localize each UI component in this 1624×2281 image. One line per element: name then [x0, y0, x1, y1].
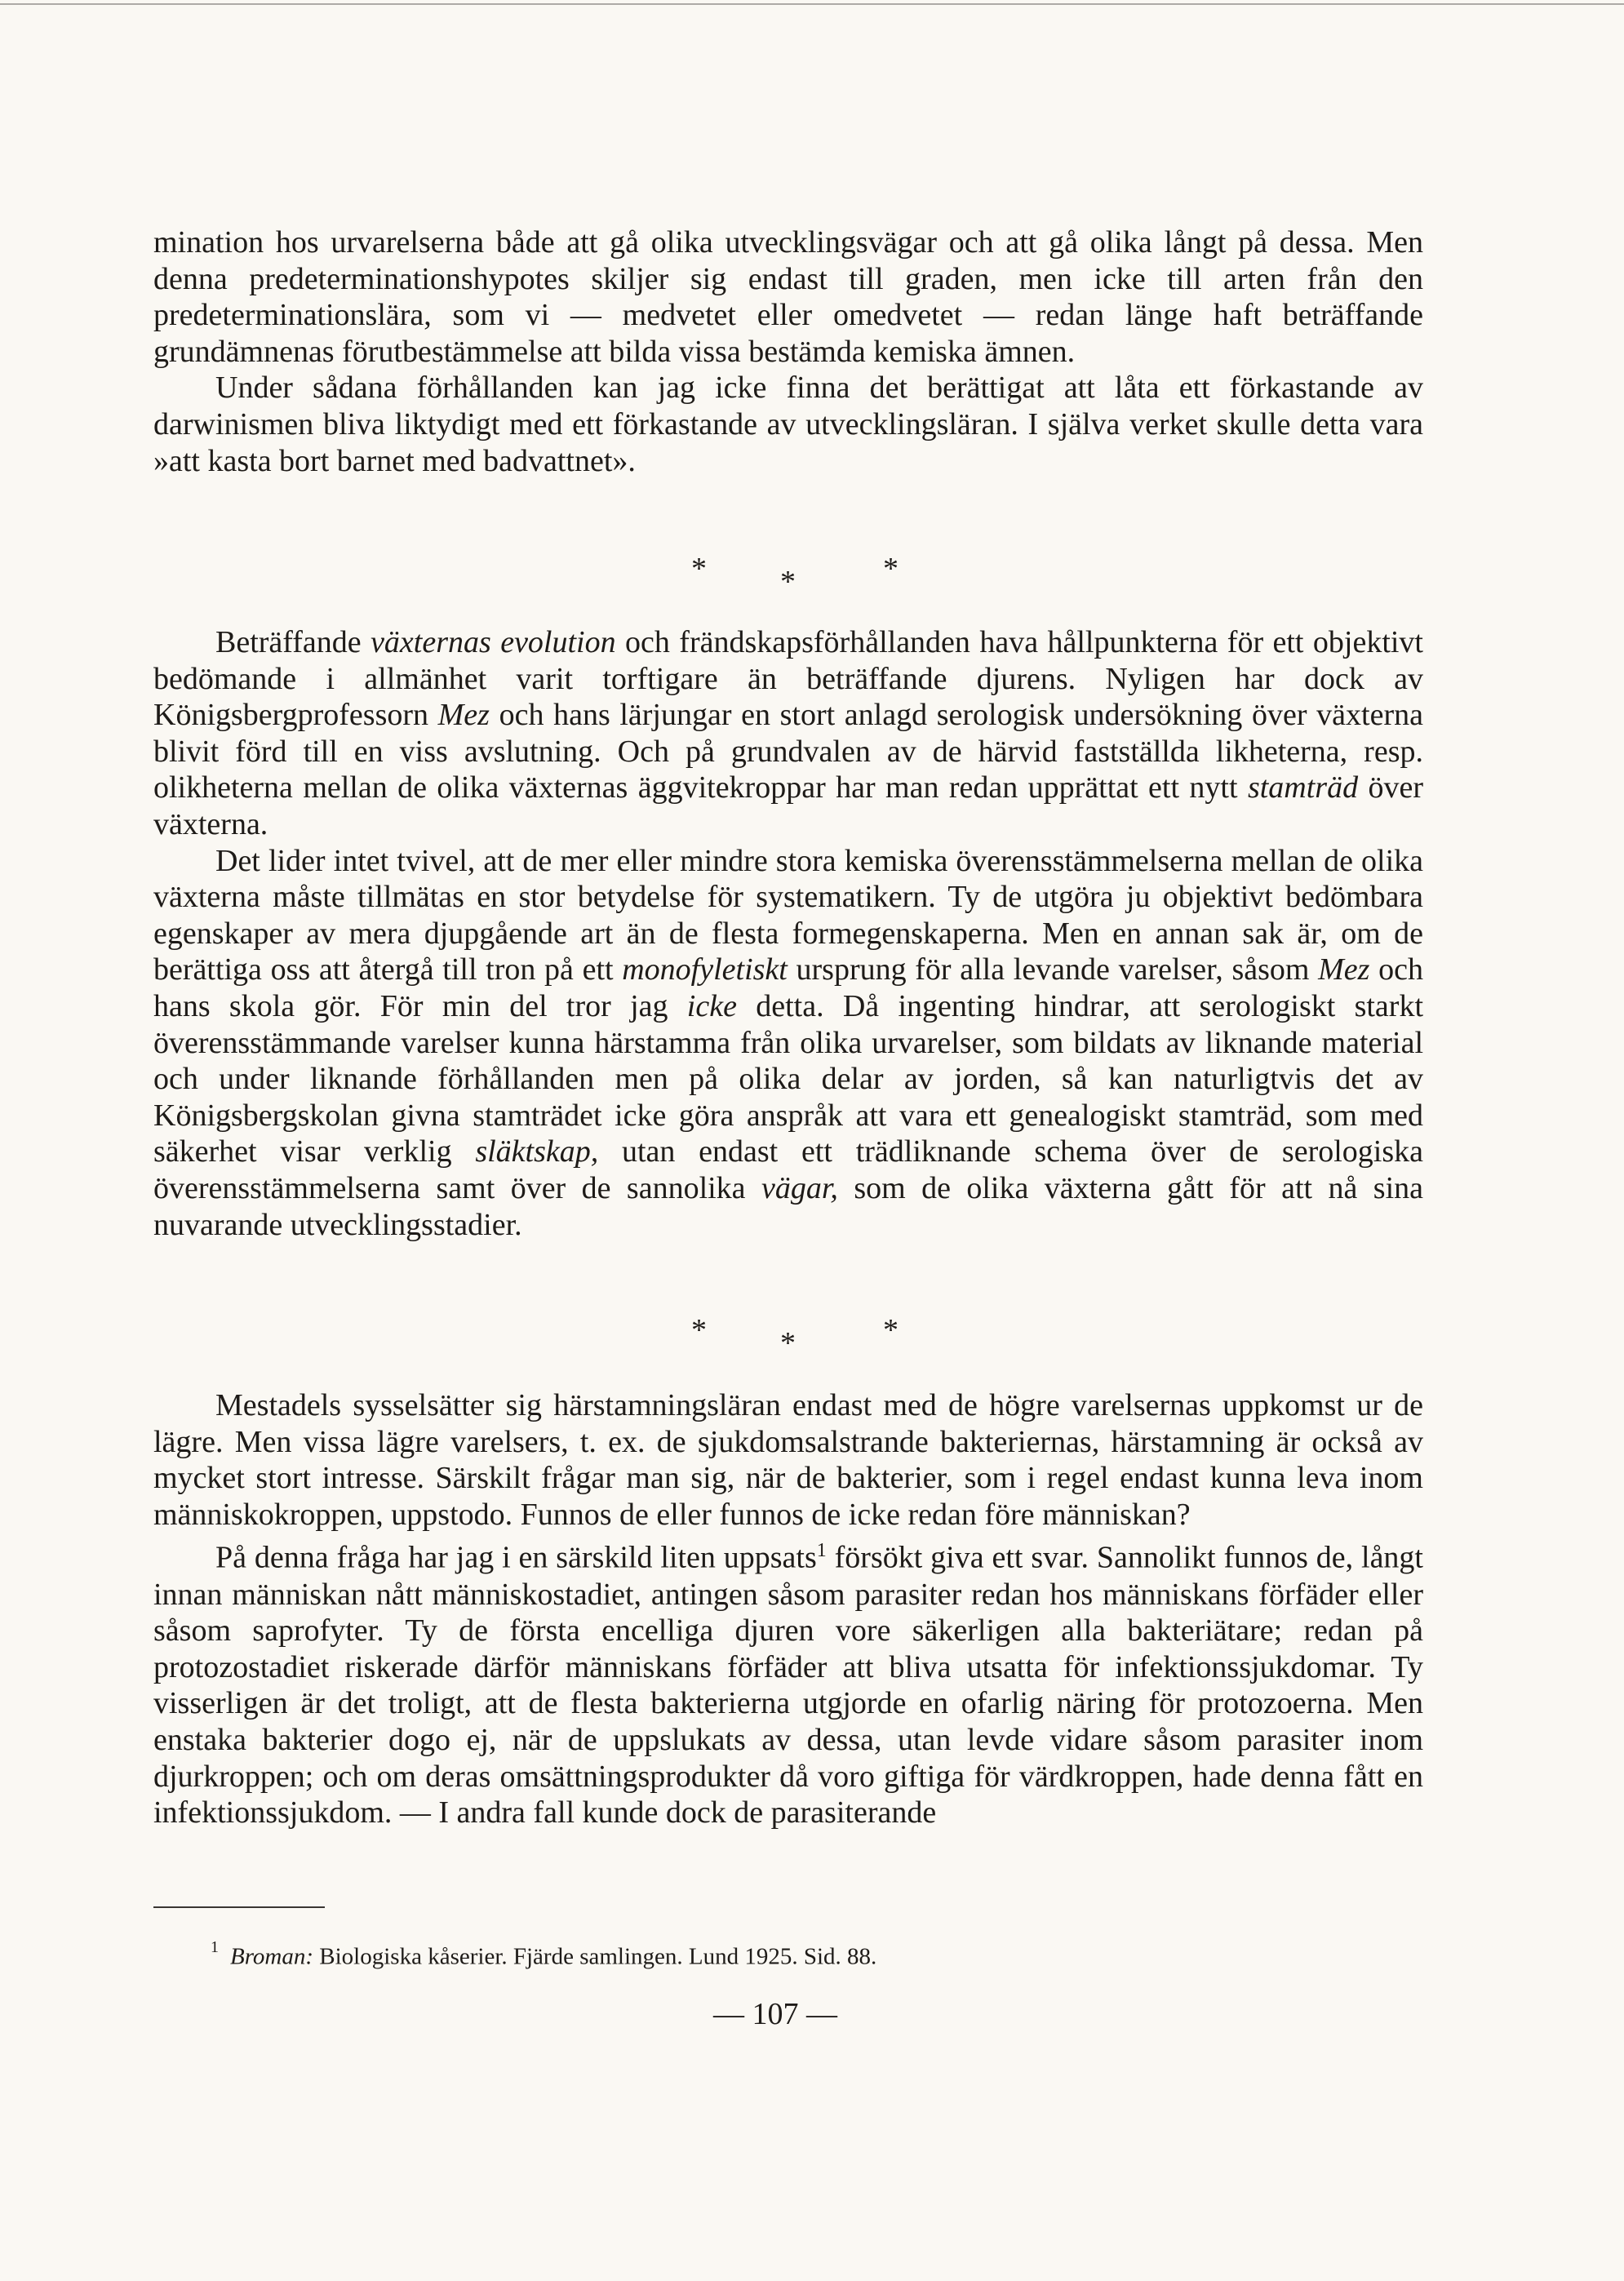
paragraph-darwinism: Under sådana förhållanden kan jag icke finna det berättigat att låta ett förkastande av darwinismen bliva liktydigt med ett förkastande av utvecklingsläran. I själva verket skulle detta vara »att kasta bort barnet med badvattnet». — [153, 371, 1423, 478]
section-1 — [153, 224, 1423, 479]
asterisk: * — [883, 552, 899, 586]
footnote-author: Broman: — [230, 1943, 314, 1970]
asterisk: * — [780, 1326, 796, 1360]
footnote — [211, 1936, 876, 1972]
paragraph-serology: Det lider intet tvivel, att de mer eller mindre stora kemiska överensstämmelserna mellan de olika växterna måste tillmätas en stor betydelse för systematikern. Ty de utgöra ju objektivt bedömbara egenskaper av mera djupgående art än de flesta formegenskaperna. Men en annan sak är, om de berättiga oss att återgå till tron på ett monofyletiskt ursprung för alla levande varelser, såsom Mez och hans skola gör. För min del tror jag icke detta. Då ingenting hindrar, att serologiskt starkt överensstämmande varelser kunna härstamma från olika urvarelser, som bildats av liknande material och under liknande förhållanden men på olika delar av jorden, så kan naturligtvis det av Königsbergskolan givna stamträdet icke göra anspråk att vara ett genealogiskt stamträd, som med säkerhet visar verklig släktskap, utan endast ett trädliknande schema över de serologiska överensstämmelserna samt över de sannolika vägar, som de olika växterna gått för att nå sina nuvarande utvecklingsstadier. — [153, 843, 1423, 1242]
paragraph-plant-evolution: Beträffande växternas evolution och frändskapsförhållanden hava hållpunkterna för ett objektivt bedömande i allmänhet varit torftigare än beträffande djurens. Nyligen har dock av Königsbergprofessorn Mez och hans lärjungar en stort anlagd serologisk undersökning över växterna blivit förd till en viss avslutning. Och på grundvalen av de härvid fastställda likheterna, resp. olikheterna mellan de olika växternas äggvitekroppar har man redan upprättat ett nytt stamträd över växterna. — [153, 625, 1423, 841]
top-edge-rule — [0, 3, 1624, 5]
footnote-marker: 1 — [211, 1938, 219, 1956]
page-number: — 107 — — [713, 1997, 837, 2031]
footnote-text: Biologiska kåserier. Fjärde samlingen. Lund 1925. Sid. 88. — [313, 1943, 877, 1970]
asterisk: * — [883, 1313, 899, 1347]
section-2 — [153, 624, 1423, 1243]
paragraph-bacteria-answer: På denna fråga har jag i en särskild liten uppsats$^1$ försökt giva ett svar. Sannolikt funnos de, långt innan människan nått människostadiet, antingen såsom parasiter redan hos människans förfäder eller såsom saprofyter. Ty de första encelliga djuren vore säkerligen alla bakteriätare; redan på protozostadiet riskerade därför människans förfäder att bliva utsatta för infektionssjukdomar. Ty visserligen är det troligt, att de flesta bakterierna utgjorde en ofarlig näring för protozoerna. Men enstaka bakterier dogo ej, när de uppslukats av dessa, utan levde vidare såsom parasiter inom djurkroppen; och om deras omsättningsprodukter då voro giftiga för värdkroppen, hade denna fått en infektionssjukdom. — I andra fall kunde dock de parasiterande — [153, 1540, 1423, 1831]
asterisk: * — [691, 1313, 707, 1347]
asterisk: * — [780, 565, 796, 599]
paragraph-bacteria-question: Mestadels sysselsätter sig härstamningsläran endast med de högre varelsernas uppkomst ur de lägre. Men vissa lägre varelsers, t. ex. de sjukdomsalstrande bakteriernas, härstamning är också av mycket stort intresse. Särskilt frågar man sig, när de bakterier, som i regel endast kunna leva inom människokroppen, uppstodo. Funnos de eller funnos de icke redan före människan? — [153, 1388, 1423, 1532]
section-3 — [153, 1387, 1423, 1831]
section-separator-2 — [153, 1312, 1423, 1369]
footnote-reference[interactable]: 1 — [816, 1540, 827, 1562]
asterisk: * — [691, 552, 707, 586]
paragraph-continuation: mination hos urvarelserna både att gå olika utvecklingsvägar och att gå olika långt på dessa. Men denna predeterminationshypotes skiljer sig endast till graden, men icke till arten från den predeterminationslära, som vi — medvetet eller omedvetet — redan länge haft beträffande grundämnenas förutbestämmelse att bilda vissa bestämda kemiska ämnen. — [153, 225, 1423, 369]
footnote-rule — [153, 1906, 325, 1908]
section-separator-1 — [153, 551, 1423, 608]
